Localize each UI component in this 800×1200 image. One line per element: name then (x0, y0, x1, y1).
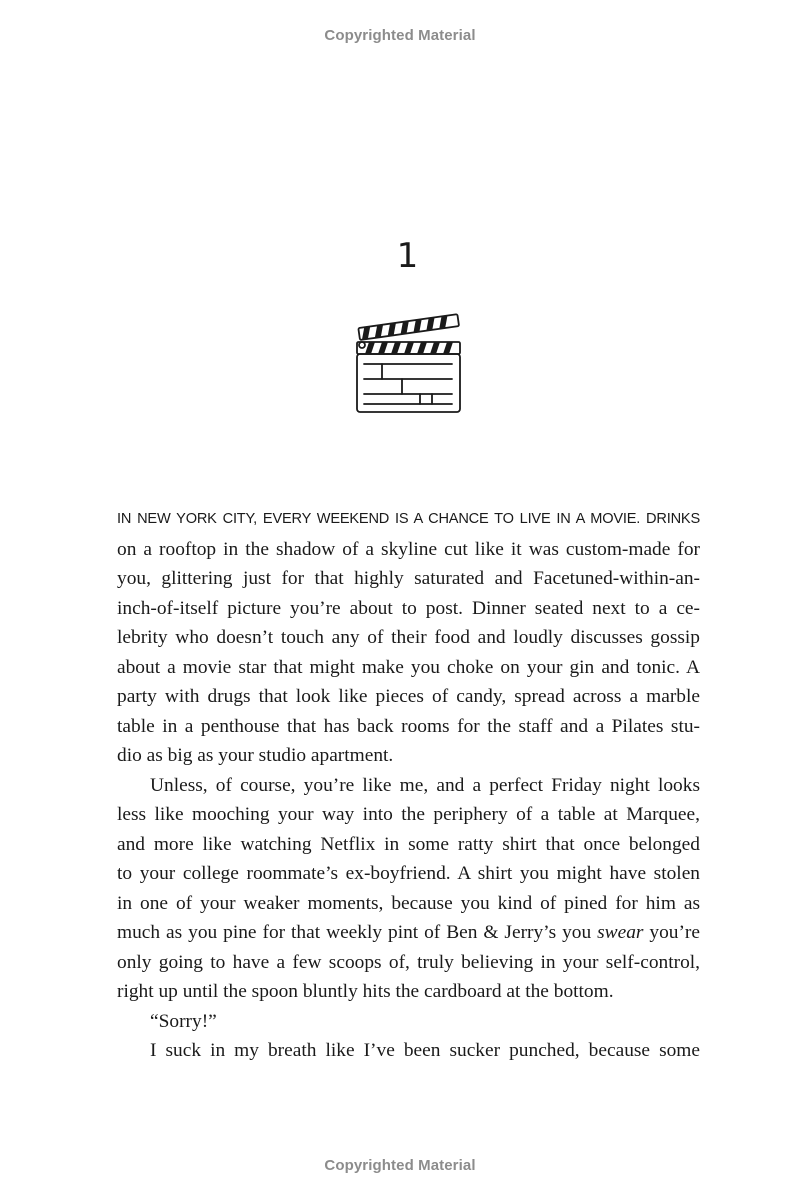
text-line: and more like watching Netflix in some ratty shirt that once belonged (117, 833, 700, 855)
text-line: only going to have a few scoops of, truly believing in your self-control, (117, 951, 700, 973)
text-line: lebrity who doesn’t touch any of their food and loudly discusses gossip (117, 627, 700, 648)
clapperboard-icon (352, 312, 464, 418)
text-line: you, glittering just for that highly saturated and Facetuned-within-an- (117, 568, 700, 589)
text-line: to your college roommate’s ex-boyfriend. A shirt you might have stolen (117, 863, 700, 884)
text-line: less like mooching your way into the periphery of a table at Marquee, (117, 804, 700, 825)
chapter-number: 1 (396, 236, 419, 276)
text-line: in one of your weaker moments, because you kind of pined for him as (117, 892, 700, 914)
text-line: party with drugs that look like pieces of candy, spread across a marble (117, 686, 700, 707)
chapter-body-text (117, 505, 700, 1066)
text-line: I suck in my breath like I’ve been sucker punched, because some (150, 1040, 700, 1061)
text-line: about a movie star that might make you choke on your gin and tonic. A (117, 656, 700, 678)
emphasis-text: swear (597, 922, 644, 943)
text-line: table in a penthouse that has back rooms for the staff and a Pilates stu- (117, 715, 700, 737)
opening-line: IN NEW YORK CITY, EVERY WEEKEND IS A CHANCE TO LIVE IN A MOVIE. DRINKS (117, 511, 700, 527)
copyright-watermark-top: Copyrighted Material (324, 27, 476, 44)
dialogue-line: “Sorry!” (150, 1010, 217, 1032)
text-line: dio as big as your studio apartment. (117, 745, 394, 766)
text-line (117, 918, 700, 948)
copyright-watermark-bottom: Copyrighted Material (324, 1157, 476, 1174)
text-segment: much as you pine for that weekly pint of Ben & Jerry’s you (117, 922, 598, 943)
text-line: right up until the spoon bluntly hits the cardboard at the bottom. (117, 981, 614, 1002)
text-line: on a rooftop in the shadow of a skyline cut like it was custom-made for (117, 538, 700, 560)
text-line: Unless, of course, you’re like me, and a perfect Friday night looks (150, 774, 700, 796)
text-segment: you’re (643, 922, 700, 943)
text-line: inch-of-itself picture you’re about to post. Dinner seated next to a ce- (117, 597, 700, 619)
